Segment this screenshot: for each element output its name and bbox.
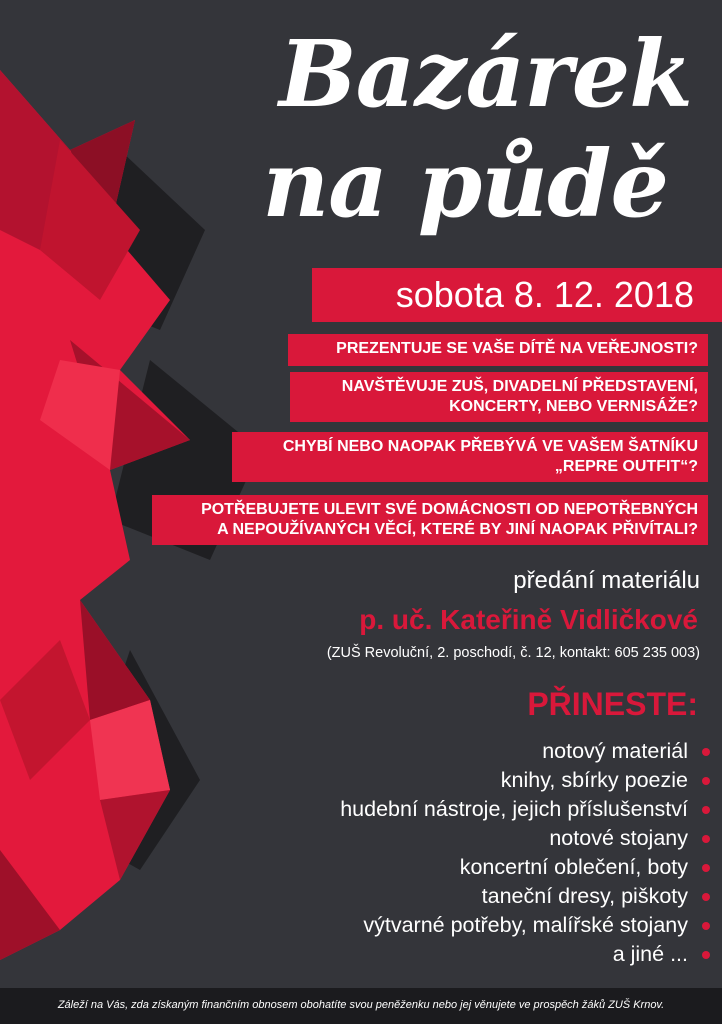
list-item xyxy=(340,766,710,795)
bullet-icon xyxy=(702,835,710,843)
question-3 xyxy=(232,432,708,482)
bullet-icon xyxy=(702,806,710,814)
list-item-text: a jiné ... xyxy=(612,942,688,966)
list-item xyxy=(340,882,710,911)
list-item-text: výtvarné potřeby, malířské stojany xyxy=(363,913,688,937)
list-item xyxy=(340,911,710,940)
question-1 xyxy=(288,334,708,366)
contact-address: (ZUŠ Revoluční, 2. poschodí, č. 12, kontakt: 605 235 003) xyxy=(326,645,700,661)
question-4 xyxy=(152,495,708,545)
question-3-line-1: CHYBÍ NEBO NAOPAK PŘEBÝVÁ VE VAŠEM ŠATNÍKU xyxy=(282,438,698,455)
teacher-name: p. uč. Kateřině Vidličkové xyxy=(359,604,698,635)
title-line-2: na půdě xyxy=(262,130,668,238)
list-item xyxy=(340,795,710,824)
question-4-line-1: POTŘEBUJETE ULEVIT SVÉ DOMÁCNOSTI OD NEPOTŘEBNÝCH xyxy=(201,501,698,518)
bullet-icon xyxy=(702,951,710,959)
footer-note: Záleží na Vás, zda získaným finančním obnosem obohatíte svou peněženku nebo jej věnujete ve prospěch žáků ZUŠ Krnov. xyxy=(0,988,722,1024)
title-line-1: Bazárek xyxy=(279,20,692,128)
list-item-text: notový materiál xyxy=(542,739,688,763)
bullet-icon xyxy=(702,922,710,930)
question-3-line-2: „REPRE OUTFIT“? xyxy=(554,458,698,475)
list-item-text: hudební nástroje, jejich příslušenství xyxy=(340,797,688,821)
list-item-text: koncertní oblečení, boty xyxy=(459,855,688,879)
list-item xyxy=(340,824,710,853)
list-item-text: knihy, sbírky poezie xyxy=(500,768,688,792)
bring-heading: PŘINESTE: xyxy=(527,686,698,722)
bullet-icon xyxy=(702,777,710,785)
bullet-icon xyxy=(702,748,710,756)
list-item-text: taneční dresy, piškoty xyxy=(481,884,688,908)
bring-list xyxy=(340,737,710,969)
bullet-icon xyxy=(702,864,710,872)
question-4-line-2: A NEPOUŽÍVANÝCH VĚCÍ, KTERÉ BY JINÍ NAOPAK PŘIVÍTALI? xyxy=(217,521,698,538)
question-1-line-1: PREZENTUJE SE VAŠE DÍTĚ NA VEŘEJNOSTI? xyxy=(336,340,698,357)
list-item xyxy=(340,737,710,766)
bullet-icon xyxy=(702,893,710,901)
list-item xyxy=(340,940,710,969)
event-date: sobota 8. 12. 2018 xyxy=(312,268,722,322)
handover-label: předání materiálu xyxy=(513,567,700,594)
question-2-line-1: NAVŠTĚVUJE ZUŠ, DIVADELNÍ PŘEDSTAVENÍ, xyxy=(341,378,698,395)
list-item xyxy=(340,853,710,882)
question-2 xyxy=(290,372,708,422)
list-item-text: notové stojany xyxy=(549,826,688,850)
question-2-line-2: KONCERTY, NEBO VERNISÁŽE? xyxy=(449,398,698,415)
